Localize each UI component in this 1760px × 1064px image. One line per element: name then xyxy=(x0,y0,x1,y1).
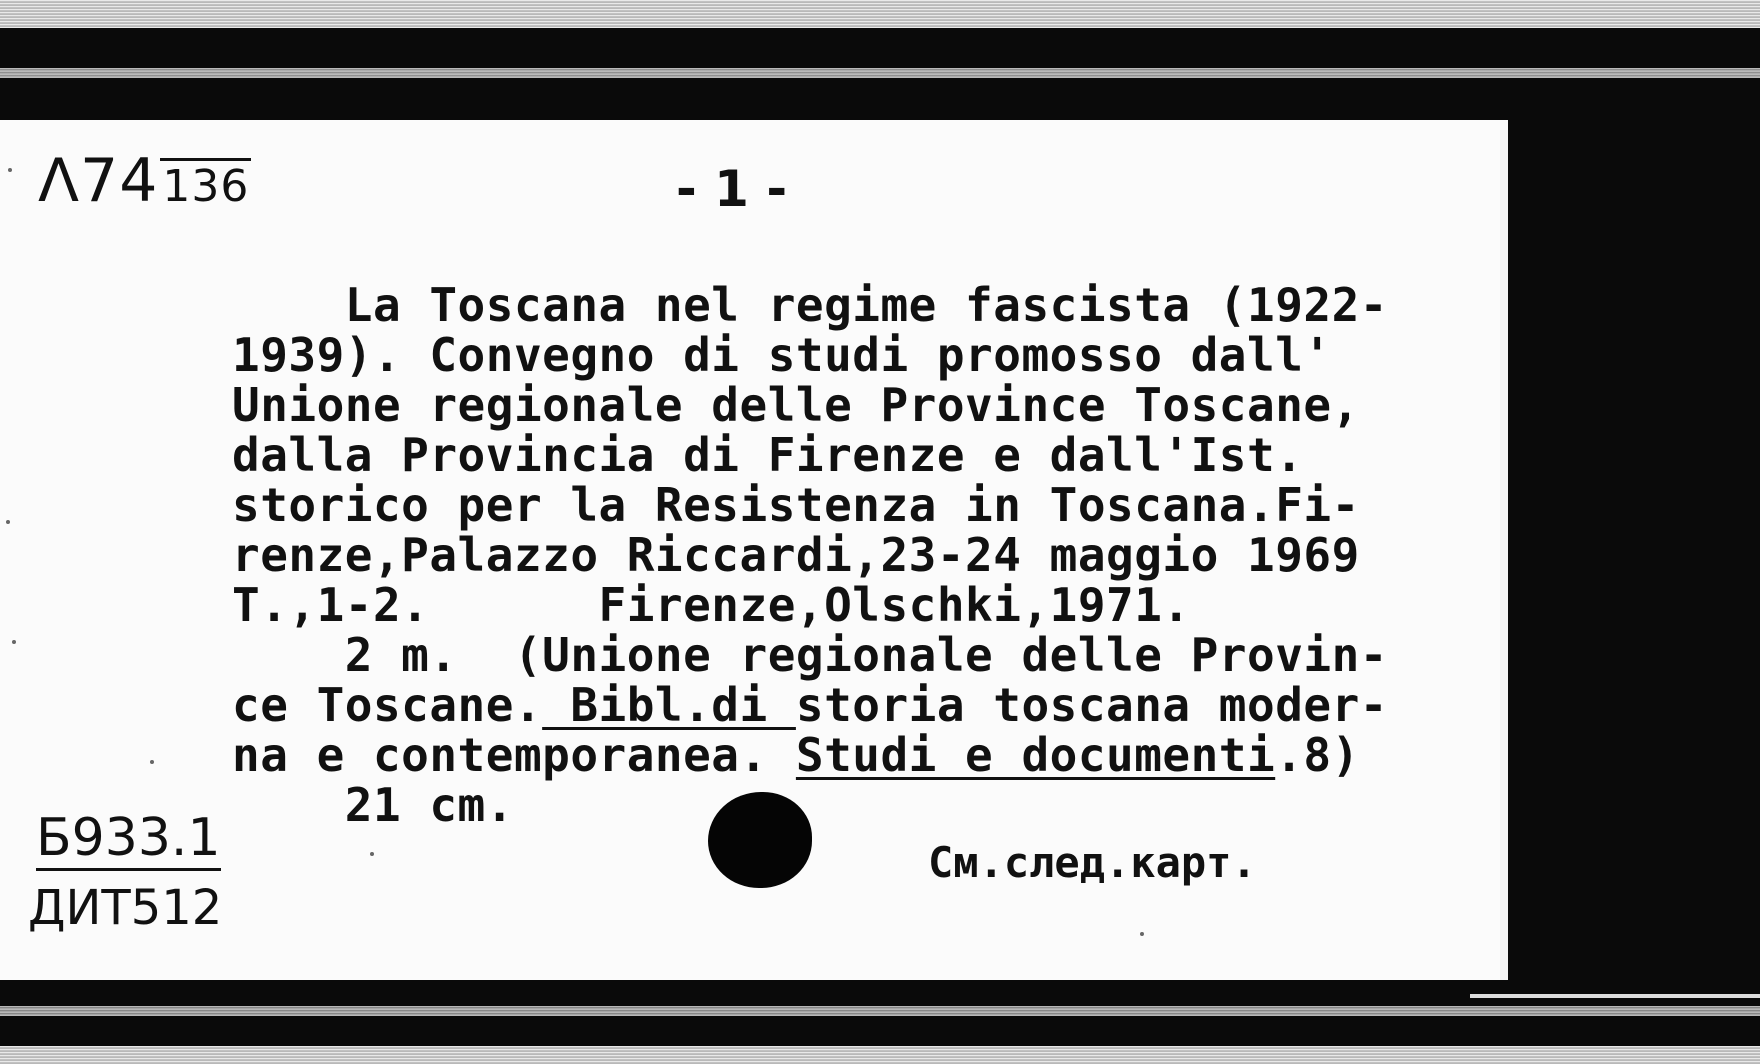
scan-border-bottom xyxy=(0,1046,1760,1064)
call-number-primary xyxy=(36,808,221,868)
entry-line-subseries xyxy=(232,730,1388,780)
entry-line: T.,1-2. Firenze,Olschki,1971. xyxy=(232,578,1191,632)
entry-line: Unione regionale delle Province Toscane, xyxy=(232,378,1360,432)
entry-line: renze,Palazzo Riccardi,23-24 maggio 1969 xyxy=(232,528,1360,582)
shelfmark-code: Λ74 xyxy=(38,146,159,216)
call-number-primary-text: Б933.1 xyxy=(36,808,221,871)
scan-speck xyxy=(370,852,374,856)
card-page-number: - 1 - xyxy=(676,160,788,218)
punch-hole xyxy=(708,792,812,888)
scan-speck xyxy=(8,168,12,172)
entry-line-series xyxy=(232,680,1388,730)
scan-border-line xyxy=(1470,994,1760,998)
series-underlined: Bibl.di xyxy=(542,678,796,732)
scan-speck xyxy=(150,760,154,764)
call-number-secondary: ДИТ512 xyxy=(28,880,223,936)
scan-speck xyxy=(6,520,10,524)
subseries-text-start: na e contemporanea. xyxy=(232,728,796,782)
entry-line: storico per la Resistenza in Toscana.Fi- xyxy=(232,478,1360,532)
entry-line: 1939). Convegno di studi promosso dall' xyxy=(232,328,1332,382)
scan-speck xyxy=(1140,932,1144,936)
bibliographic-entry xyxy=(232,280,1388,830)
entry-line: 2 m. (Unione regionale delle Provin- xyxy=(232,628,1388,682)
continuation-note: См.след.карт. xyxy=(928,838,1257,887)
entry-line-size: 21 cm. xyxy=(232,778,514,832)
entry-line: La Toscana nel regime fascista (1922- xyxy=(232,278,1388,332)
scan-border-bottom-inner xyxy=(0,1006,1760,1016)
entry-line: dalla Provincia di Firenze e dall'Ist. xyxy=(232,428,1304,482)
subseries-text-end: .8) xyxy=(1275,728,1360,782)
shelfmark-number: 136 xyxy=(160,158,251,212)
subseries-underlined: Studi e documenti xyxy=(795,728,1276,782)
series-text-end: storia toscana moder- xyxy=(795,678,1388,732)
card-edge xyxy=(1500,130,1508,980)
scan-border-top xyxy=(0,0,1760,28)
series-text-start: ce Toscane. xyxy=(232,678,543,732)
shelfmark xyxy=(38,146,251,216)
scan-speck xyxy=(12,640,16,644)
scan-border-top-inner xyxy=(0,68,1760,78)
